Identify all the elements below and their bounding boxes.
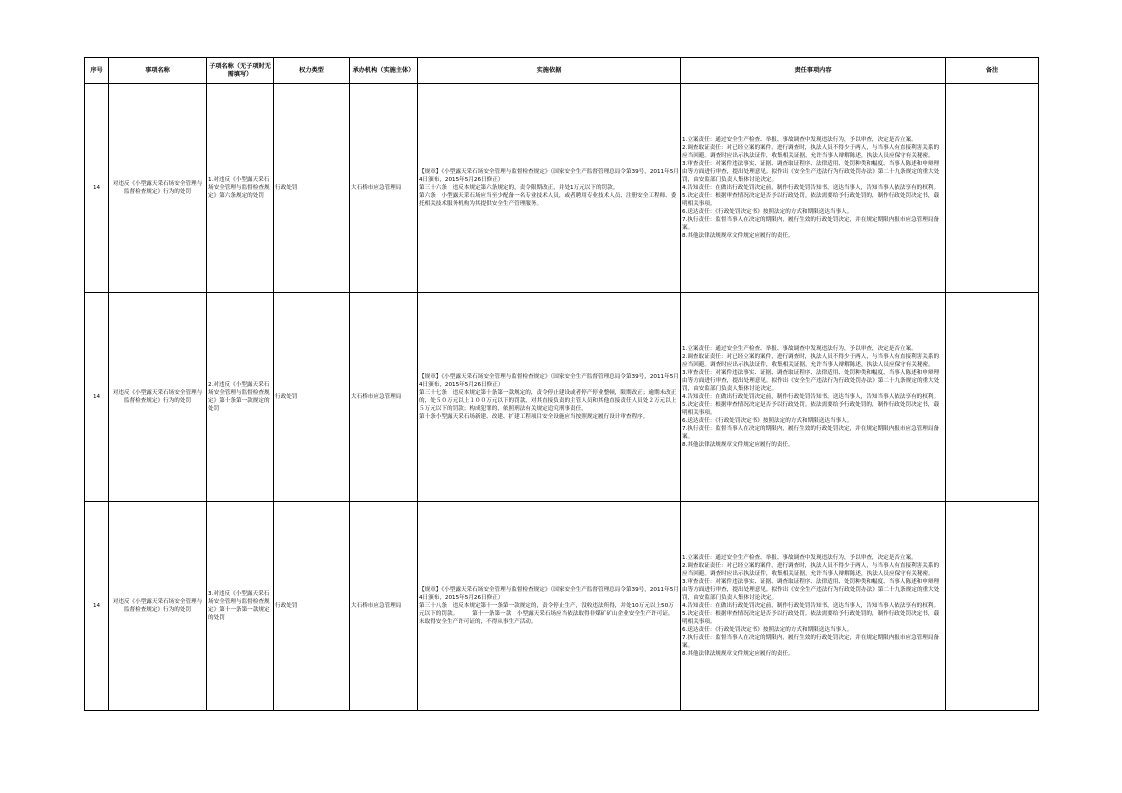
cell-type: 行政处罚 [274,502,350,711]
cell-name: 对违反《小型露天采石场安全管理与监督检查规定》行为的处罚 [109,293,207,502]
table-row [85,84,1039,293]
responsibility-item: 4.告知责任：在做出行政处罚决定前，制作行政处罚告知书，送达当事人，告知当事人依法享有的权利。 [682,394,940,400]
responsibility-item: 1.立案责任：通过安全生产检查、举报、事故调查中发现违法行为，予以审查，决定是否立案。 [682,346,917,352]
cell-type: 行政处罚 [274,293,350,502]
cell-responsibilities [681,293,946,502]
responsibility-item: 8.其他法律法规规章文件规定应履行的责任。 [682,651,794,657]
cell-responsibilities [681,502,946,711]
responsibility-item: 8.其他法律法规规章文件规定应履行的责任。 [682,233,794,239]
cell-note [946,84,1039,293]
cell-seq: 14 [85,502,109,711]
header-sub: 子项名称（无子项时无需填写） [207,58,274,84]
cell-basis: 【规章】《小型露天采石场安全管理与监督检查规定》（国家安全生产监督管理总局令第39号，2011年5月4日颁布，2015年5月26日修正） 第三十六条 违反本规定第六条规定的，责令限期改正，并处1万元以下的罚款。 第六条 小型露天采石场应当至少配备一名专业技术人员，或者聘用专业技术人员、注册安全工程师、委托相关技术服务机构为其提供安全生产管理服务。 [418,84,681,293]
header-basis: 实施依据 [418,58,681,84]
responsibility-item: 7.执行责任：监督当事人在决定的期限内，履行生效的行政处罚决定，并在规定期限内报市应急管理局备案。 [682,426,940,440]
cell-responsibilities [681,84,946,293]
responsibility-item: 5.决定责任：根据审查情况决定是否予以行政处罚。依法需要给予行政处罚的，制作行政处罚决定书，载明相关事项。 [682,402,940,416]
cell-sub: 3.对违反《小型露天采石场安全管理与监督检查规定》第十一条第一款规定的处罚 [207,502,274,711]
responsibility-item: 4.告知责任：在做出行政处罚决定前，制作行政处罚告知书，送达当事人，告知当事人依法享有的权利。 [682,603,940,609]
responsibility-item: 8.其他法律法规规章文件规定应履行的责任。 [682,442,794,448]
cell-basis: 【规章】《小型露天采石场安全管理与监督检查规定》（国家安全生产监督管理总局令第39号，2011年5月4日颁布，2015年5月26日修正） 第三十八条 违反本规定第十一条第一款规定的，责令停止生产，没收违法所得，并处10万元以上50万元以下的罚款。 第十一条第一款 小型露天采石场应当依法取得非煤矿矿山企业安全生产许可证。未取得安全生产许可证的，不得从事生产活动。 [418,502,681,711]
responsibility-item: 6.送达责任：《行政处罚决定书》按照法定的方式和期限送达当事人。 [682,209,853,215]
power-list-table [84,57,1039,711]
responsibility-item: 2.调查取证责任：对已经立案的案件，进行调查时，执法人员不得少于两人，与当事人有直接利害关系的应当回避。调查时应出示执法证件，收集相关证据，允许当事人辩解陈述，执法人员应保守有关秘密。 [682,145,940,159]
header-name: 事项名称 [109,58,207,84]
responsibility-item: 1.立案责任：通过安全生产检查、举报、事故调查中发现违法行为，予以审查，决定是否立案。 [682,137,917,143]
cell-sub: 2.对违反《小型露天采石场安全管理与监督检查规定》第十条第一款规定的处罚 [207,293,274,502]
responsibility-item: 4.告知责任：在做出行政处罚决定前，制作行政处罚告知书，送达当事人，告知当事人依法享有的权利。 [682,185,940,191]
header-type: 权力类型 [274,58,350,84]
cell-name: 对违反《小型露天采石场安全管理与监督检查规定》行为的处罚 [109,502,207,711]
responsibility-item: 1.立案责任：通过安全生产检查、举报、事故调查中发现违法行为，予以审查，决定是否立案。 [682,555,917,561]
table-row [85,502,1039,711]
responsibility-item: 6.送达责任：《行政处罚决定书》按照法定的方式和期限送达当事人。 [682,418,853,424]
responsibility-item: 6.送达责任：《行政处罚决定书》按照法定的方式和期限送达当事人。 [682,627,853,633]
cell-sub: 1.对违反《小型露天采石场安全管理与监督检查规定》第六条规定的处罚 [207,84,274,293]
cell-org: 大石桥市应急管理局 [350,502,418,711]
cell-type: 行政处罚 [274,84,350,293]
responsibility-item: 2.调查取证责任：对已经立案的案件，进行调查时，执法人员不得少于两人，与当事人有直接利害关系的应当回避。调查时应出示执法证件，收集相关证据，允许当事人辩解陈述，执法人员应保守有关秘密。 [682,354,940,368]
cell-seq: 14 [85,84,109,293]
header-resp: 责任事项内容 [681,58,946,84]
responsibility-item: 3.审查责任：对案件违法事实、证据、调查取证程序、法律适用、处罚种类和幅度、当事人陈述和申辩理由等方面进行审查，提出处理意见。拟作出《安全生产违法行为行政处罚办法》第二十九条规定的重大处罚，由安监部门负责人集体讨论决定。 [682,370,940,392]
table-row [85,293,1039,502]
header-row [85,58,1039,84]
responsibility-item: 5.决定责任：根据审查情况决定是否予以行政处罚。依法需要给予行政处罚的，制作行政处罚决定书，载明相关事项。 [682,193,940,207]
responsibility-item: 2.调查取证责任：对已经立案的案件，进行调查时，执法人员不得少于两人，与当事人有直接利害关系的应当回避。调查时应出示执法证件，收集相关证据，允许当事人辩解陈述，执法人员应保守有关秘密。 [682,563,940,577]
header-org: 承办机构（实施主体） [350,58,418,84]
responsibility-item: 3.审查责任：对案件违法事实、证据、调查取证程序、法律适用、处罚种类和幅度、当事人陈述和申辩理由等方面进行审查，提出处理意见。拟作出《安全生产违法行为行政处罚办法》第二十九条规定的重大处罚，由安监部门负责人集体讨论决定。 [682,579,940,601]
responsibility-item: 7.执行责任：监督当事人在决定的期限内，履行生效的行政处罚决定，并在规定期限内报市应急管理局备案。 [682,635,940,649]
cell-org: 大石桥市应急管理局 [350,84,418,293]
cell-basis: 【规章】《小型露天采石场安全管理与监督检查规定》（国家安全生产监督管理总局令第39号，2011年5月4日颁布，2015年5月26日修正） 第三十七条 违反本规定第十条第一款规定的，责令停止建设或者停产停业整顿，限期改正；逾期未改正的，处５０万元以上１００万元以下的罚款，对其直接负责的主管人员和其他直接责任人员处２万元以上５万元以下的罚款；构成犯罪的，依照刑法有关规定追究刑事责任。 第十条小型露天采石场新建、改建、扩建工程项目安全设施应当按照规定履行设计审查程序。 [418,293,681,502]
cell-note [946,502,1039,711]
cell-note [946,293,1039,502]
responsibility-item: 5.决定责任：根据审查情况决定是否予以行政处罚。依法需要给予行政处罚的，制作行政处罚决定书，载明相关事项。 [682,611,940,625]
cell-org: 大石桥市应急管理局 [350,293,418,502]
header-note: 备注 [946,58,1039,84]
responsibility-item: 7.执行责任：监督当事人在决定的期限内，履行生效的行政处罚决定，并在规定期限内报市应急管理局备案。 [682,217,940,231]
cell-name: 对违反《小型露天采石场安全管理与监督检查规定》行为的处罚 [109,84,207,293]
responsibility-item: 3.审查责任：对案件违法事实、证据、调查取证程序、法律适用、处罚种类和幅度、当事人陈述和申辩理由等方面进行审查，提出处理意见。拟作出《安全生产违法行为行政处罚办法》第二十九条规定的重大处罚，由安监部门负责人集体讨论决定。 [682,161,940,183]
header-seq: 序号 [85,58,109,84]
cell-seq: 14 [85,293,109,502]
